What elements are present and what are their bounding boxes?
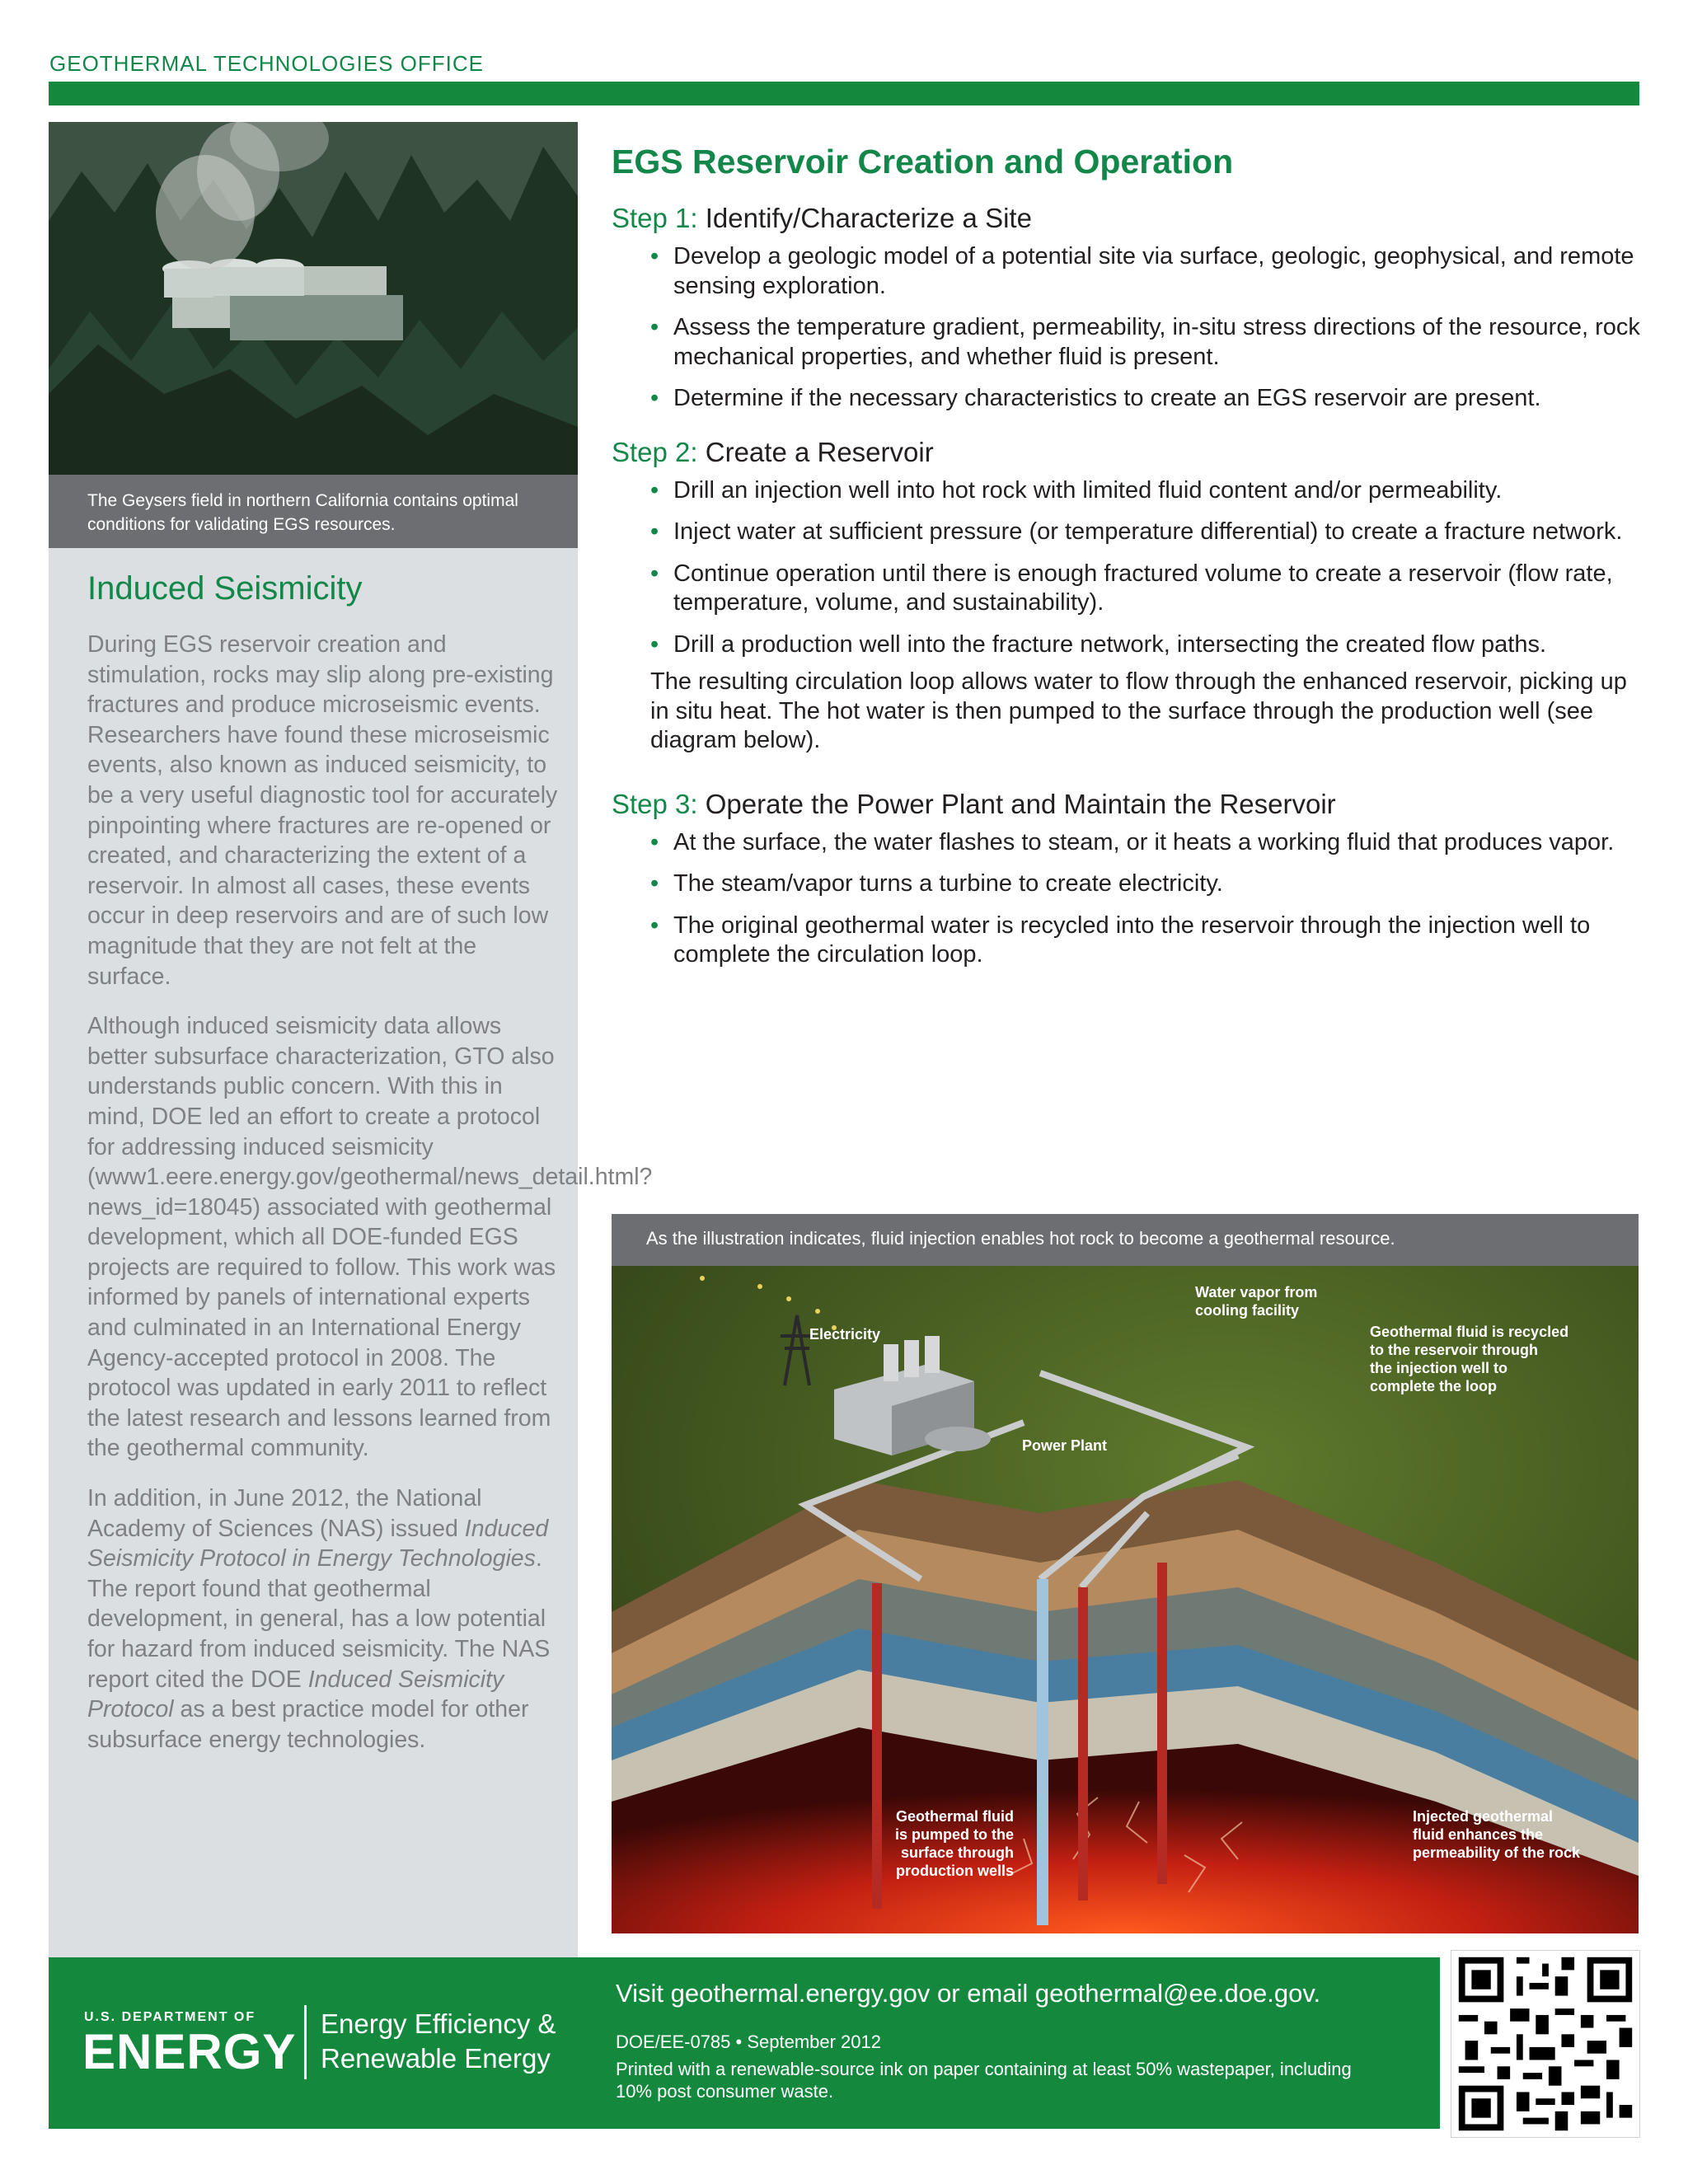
visit-text: Visit geothermal.energy.gov or email geothermal@ee.doe.gov. [616, 1979, 1321, 2008]
office-label: GEOTHERMAL TECHNOLOGIES OFFICE [49, 51, 484, 76]
egs-illustration [612, 1214, 1639, 1933]
photo-caption [49, 475, 578, 548]
doe-small-text: U.S. DEPARTMENT OF [84, 2010, 256, 2024]
p3-italic-title: Induced Seismicity Protocol in Energy Technologies [87, 1515, 549, 1572]
bullet-icon: • [650, 385, 659, 411]
bullet-icon: • [650, 870, 659, 897]
bullet-text: Determine if the necessary characteristics to create an EGS reservoir are present. [673, 385, 1541, 411]
step1-title: Identify/Characterize a Site [705, 203, 1032, 233]
illustration-caption [612, 1214, 1639, 1266]
bullet-text: The steam/vapor turns a turbine to create electricity. [673, 870, 1223, 897]
label-injected: Injected geothermal fluid enhances the permeability of the rock [1413, 1808, 1581, 1861]
bullet-text: Drill an injection well into hot rock with limited fluid content and/or permeability. [673, 476, 1503, 504]
bullet-icon: • [650, 243, 659, 269]
list-item [650, 313, 1642, 372]
illustration-caption-text: As the illustration indicates, fluid injection enables hot rock to become a geothermal resource. [646, 1228, 1395, 1249]
bullet-text: Inject water at sufficient pressure (or temperature differential) to create a fracture network. [673, 518, 1623, 545]
main-content [612, 140, 1642, 991]
bullet-text: The original geothermal water is recycled into the reservoir through the injection well to complete the circulation loop. [673, 912, 1591, 968]
label-vapor: Water vapor from cooling facility [1195, 1284, 1318, 1319]
sidebar-title: Induced Seismicity [87, 570, 363, 607]
list-item [650, 242, 1642, 301]
geysers-photo [49, 122, 578, 475]
qr-code-icon[interactable] [1451, 1950, 1640, 2138]
step2-heading [612, 435, 1642, 470]
bullet-icon: • [650, 630, 659, 658]
list-item [650, 476, 1642, 506]
step2-bullets [612, 476, 1642, 660]
label-power-plant: Power Plant [1022, 1437, 1108, 1454]
eere-text [321, 2007, 556, 2076]
bullet-icon: • [650, 912, 659, 939]
sidebar-paragraph-2: Although induced seismicity data allows better subsurface characterization, GTO also understands public concern. With this in mind, DOE led an effort to create a protocol for addressing induced seismicity (www1.eere.energy.gov/geothermal/news_detail.html?news_id=18045) associated with geothermal development, which all DOE-funded EGS projects are required to follow. This work was informed by panels of international experts and culminated in an International Energy Agency-accepted protocol in 2008. The protocol was updated in early 2011 to reflect the latest research and lessons learned from the geothermal community. [87, 1013, 653, 1462]
publication-number: DOE/EE-0785 • September 2012 [616, 2032, 881, 2052]
main-title: EGS Reservoir Creation and Operation [612, 143, 1234, 180]
step1-heading [612, 201, 1642, 236]
eere-line-1: Energy Efficiency & [321, 2008, 556, 2039]
list-item [650, 384, 1642, 414]
footer [49, 1957, 1440, 2129]
list-item [650, 912, 1642, 970]
bullet-icon: • [650, 560, 659, 587]
bullet-text: At the surface, the water flashes to steam, or it heats a working fluid that produces vapor. [673, 828, 1615, 855]
sidebar-paragraph-3 [87, 1483, 565, 1755]
bullet-text: Continue operation until there is enough fractured volume to create a reservoir (flow rate, temperature, volume, and sustainability). [673, 560, 1613, 616]
label-recycled: Geothermal fluid is recycled to the reservoir through the injection well to complete the loop [1370, 1324, 1569, 1394]
sidebar-paragraph-1: During EGS reservoir creation and stimulation, rocks may slip along pre-existing fractures and produce microseismic events. Researchers have found these microseismic events, also known as induced seismicity, to be a very useful diagnostic tool for accurately pinpointing where fractures are re-opened or created, and characterizing the extent of a reservoir. In almost all cases, these events occur in deep reservoirs and are of such low magnitude that they are not felt at the surface. [87, 631, 558, 990]
bullet-text: Drill a production well into the fracture network, intersecting the created flow paths. [673, 630, 1547, 658]
list-item [650, 560, 1642, 618]
step1-label: Step 1: [612, 203, 698, 233]
list-item [650, 828, 1642, 858]
photo-caption-text: The Geysers field in northern California contains optimal conditions for validating EGS resources. [87, 491, 518, 534]
step2-label: Step 2: [612, 436, 698, 467]
step3-heading [612, 787, 1642, 822]
eere-line-2: Renewable Energy [321, 2043, 551, 2074]
p3-text-a: In addition, in June 2012, the National Academy of Sciences (NAS) issued [87, 1485, 482, 1542]
footer-divider [304, 2005, 307, 2079]
sidebar-body [87, 630, 653, 1774]
doe-logo-text: ENERGY [82, 2024, 297, 2079]
list-item [650, 869, 1642, 899]
bullet-icon: • [650, 828, 659, 855]
sidebar [49, 122, 653, 1960]
list-item [650, 630, 1642, 660]
step3-bullets [612, 828, 1642, 970]
step2-paragraph: The resulting circulation loop allows water to flow through the enhanced reservoir, picking up in situ heat. The hot water is then pumped to the surface through the production well (see diagram below). [650, 668, 1627, 753]
p3-text-e: as a best practice model for other subsurface energy technologies. [87, 1696, 529, 1753]
step2-title: Create a Reservoir [705, 436, 934, 467]
top-rule [49, 82, 1639, 105]
bullet-text: Develop a geologic model of a potential site via surface, geologic, geophysical, and remote sensing exploration. [673, 243, 1634, 299]
bullet-icon: • [650, 476, 659, 504]
p3-text-c: . The report found that geothermal development, in general, has a low potential for hazard from induced seismicity. The NAS report cited the DOE [87, 1545, 551, 1693]
bullet-icon: • [650, 518, 659, 545]
step1-bullets [612, 242, 1642, 414]
label-electricity: Electricity [809, 1326, 881, 1343]
p3-italic-protocol: Induced Seismicity Protocol [87, 1666, 504, 1723]
bullet-text: Assess the temperature gradient, permeability, in-situ stress directions of the resource, rock mechanical properties, and whether fluid is present. [673, 314, 1640, 370]
list-item [650, 518, 1642, 547]
bullet-icon: • [650, 314, 659, 340]
printed-note: Printed with a renewable-source ink on paper containing at least 50% wastepaper, including 10% post consumer waste. [616, 2059, 1352, 2102]
step3-label: Step 3: [612, 788, 698, 819]
step3-title: Operate the Power Plant and Maintain the Reservoir [705, 788, 1336, 819]
label-pumped: Geothermal fluid is pumped to the surface through production wells [895, 1808, 1014, 1879]
